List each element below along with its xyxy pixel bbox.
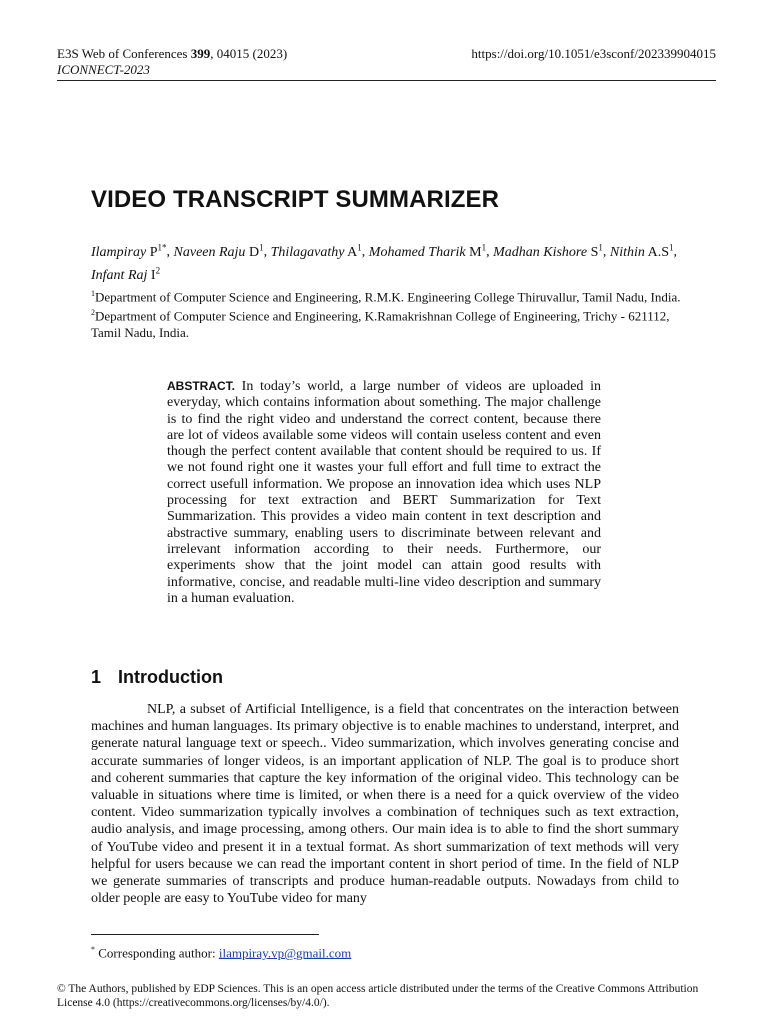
author-affiliation-mark: 1	[357, 242, 362, 252]
author-affiliation-mark: 2	[155, 265, 161, 276]
license-notice: © The Authors, published by EDP Sciences. This is an open access article distributed under the terms of the Creative Commons Attribution License 4.0 (https://creativecommons.org/licenses/by/4.0/).	[57, 983, 699, 1009]
introduction-paragraph: NLP, a subset of Artificial Intelligence, is a field that concentrates on the interaction between machines and human languages. Its primary objective is to enable machines to understand, interpret, and generate natural language text or speech.. Video summarization, which involves generating concise and accurate summaries of longer videos, is an important application of NLP. The goal is to produce short and coherent summaries that capture the key information of the original video. This technology can be valuable in situations where time is limited, or when there is a need for a quick overview of the video content. Video summarization typically involves a combination of techniques such as text extraction, audio analysis, and image processing, among others. Our main idea is to able to find the short summary of YouTube video and present it in a textual format. As short summarization of text methods will very helpful for users because we can read the important content in short period of time. In the field of NLP we generate summaries of transcripts and produce human-readable outputs. Nowadays from child to older people are easy to YouTube video for many	[91, 702, 679, 907]
author-given-name: Thilagavathy	[270, 244, 345, 260]
journal-volume: 399	[190, 46, 211, 61]
running-header-journal	[57, 46, 287, 78]
author-initial: I	[147, 268, 156, 284]
author-name	[91, 265, 161, 284]
section-title: Introduction	[118, 667, 223, 687]
author-name	[368, 242, 487, 260]
abstract-text: In today’s world, a large number of videos are uploaded in everyday, which contains information about something. The major challenge is to find the right video and understand the correct content, because there are lot of videos available some videos will contain useless content and even though the perfect content available that content should be required to us. If we not found right one it wastes your full effort and full time to extract the correct usefull information. We propose an innovation idea which uses NLP processing for text extraction and BERT Summarization for Text Summarization. This provides a video main content in text description and abstractive summary, enabling users to discriminate between relevant and irrelevant information according to their needs. Furthermore, our experiments show that the joint model can attain good results with informative, concise, and readable multi-line video description and summary in a human evaluation.	[167, 379, 601, 606]
author-list: Ilampiray $P^{1*}$, Naveen Raju $D^1$, Thilagavathy $A^1$, Mohamed Tharik $M^1$, Madhan Kishore $S^1$, Nithin $A.S^1$, Infant Raj $I^2$	[91, 242, 677, 284]
journal-article-number: , 04015 (2023)	[210, 46, 288, 61]
author-initial: A.S	[644, 244, 669, 260]
affiliation-item	[91, 286, 681, 305]
section-heading	[91, 667, 223, 688]
author-given-name: Nithin	[609, 244, 645, 260]
abstract	[167, 378, 601, 607]
author-initial: D	[245, 244, 260, 260]
affiliation-item	[91, 305, 681, 340]
paper-title: VIDEO TRANSCRIPT SUMMARIZER	[91, 186, 500, 213]
author-given-name: Infant Raj	[91, 268, 148, 284]
author-initial: S	[587, 244, 599, 260]
author-given-name: Naveen Raju	[173, 244, 246, 260]
affiliation-text: Department of Computer Science and Engineering, K.Ramakrishnan College of Engineering, Trichy - 621112, Tamil Nadu, India.	[91, 308, 670, 340]
author-affiliation-mark: 1	[259, 242, 264, 252]
footnote-divider	[91, 934, 319, 935]
author-given-name: Ilampiray	[91, 244, 147, 260]
section-number: 1	[91, 667, 102, 687]
author-given-name: Madhan Kishore	[493, 244, 588, 260]
author-name	[91, 242, 167, 260]
author-email-link[interactable]: ilampiray.vp@gmail.com	[218, 945, 352, 961]
conference-name: ICONNECT-2023	[57, 62, 150, 77]
author-initial: M	[465, 244, 482, 260]
author-given-name: Mohamed Tharik	[368, 244, 466, 260]
author-affiliation-mark: 1	[598, 242, 603, 252]
affiliations	[91, 286, 681, 341]
author-initial: P	[146, 244, 158, 260]
header-divider	[57, 80, 716, 81]
affiliation-text: Department of Computer Science and Engineering, R.M.K. Engineering College Thiruvallur, Tamil Nadu, India.	[95, 289, 681, 305]
doi-link[interactable]: https://doi.org/10.1051/e3sconf/202339904015	[471, 46, 716, 61]
footnote-label: Corresponding author:	[95, 945, 219, 961]
author-name	[493, 242, 603, 260]
affiliation-mark: 2	[91, 308, 95, 318]
author-initial: A	[344, 244, 358, 260]
author-name	[609, 242, 674, 260]
abstract-label: ABSTRACT.	[167, 379, 235, 393]
footnote-marker: *	[91, 945, 95, 954]
author-affiliation-mark: 1	[669, 242, 674, 252]
footnote	[91, 942, 351, 961]
author-name	[270, 242, 362, 260]
affiliation-mark: 1	[91, 289, 95, 298]
journal-name: E3S Web of Conferences	[57, 46, 191, 61]
author-affiliation-mark: 1	[481, 242, 487, 252]
author-name	[173, 242, 264, 260]
author-affiliation-mark: 1*	[157, 242, 167, 252]
